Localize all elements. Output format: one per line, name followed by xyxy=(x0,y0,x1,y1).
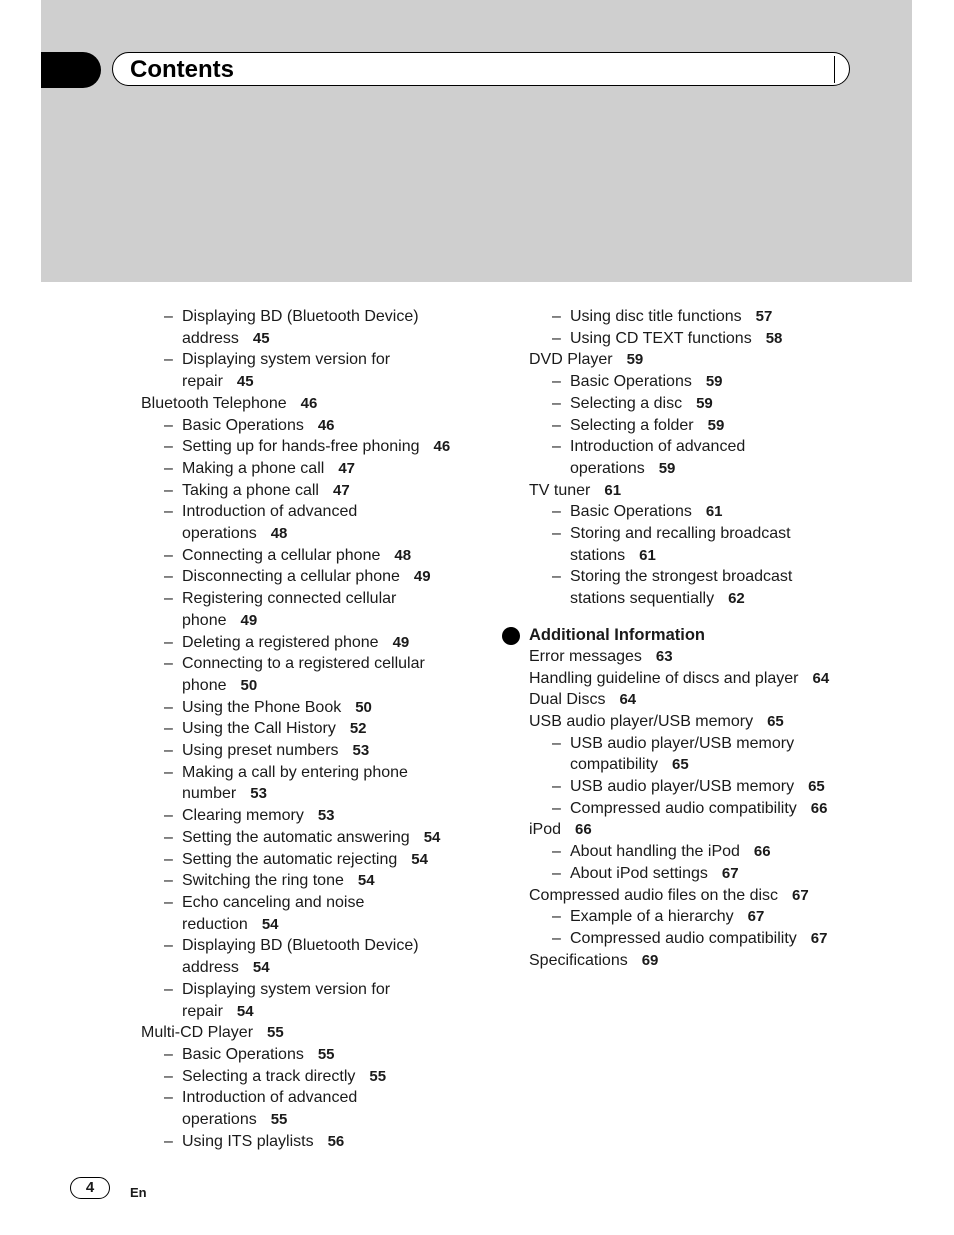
dash-icon: – xyxy=(164,763,173,781)
toc-entry-label: Setting the automatic answering xyxy=(182,828,410,846)
dash-icon: – xyxy=(552,308,561,325)
toc-entry[interactable] xyxy=(529,841,859,863)
toc-entry[interactable] xyxy=(529,415,859,437)
toc-entry-text xyxy=(529,819,859,841)
toc-page-number: 46 xyxy=(433,438,451,456)
toc-page-number: 67 xyxy=(747,908,765,926)
toc-page-number: 54 xyxy=(236,1002,254,1020)
toc-entry-label: stations xyxy=(570,546,626,564)
toc-page-number: 55 xyxy=(369,1067,387,1085)
toc-entry[interactable] xyxy=(529,480,859,502)
toc-entry-text xyxy=(182,415,511,437)
toc-page-number: 64 xyxy=(812,669,830,687)
page-title: Contents xyxy=(130,56,234,83)
toc-entry-label: Switching the ring tone xyxy=(182,872,344,890)
toc-entry[interactable] xyxy=(141,762,511,805)
toc-page-number: 56 xyxy=(327,1132,345,1150)
dash-icon: – xyxy=(552,329,561,347)
toc-entry-text xyxy=(182,827,511,849)
dash-icon: – xyxy=(164,568,173,586)
toc-entry[interactable] xyxy=(141,349,511,392)
toc-entry-text xyxy=(182,328,511,350)
toc-entry[interactable] xyxy=(529,885,859,907)
section-title: Additional Information xyxy=(529,625,705,644)
toc-entry-label: About handling the iPod xyxy=(570,843,740,861)
toc-entry-text xyxy=(570,415,859,437)
toc-entry-text xyxy=(529,950,859,972)
toc-entry[interactable] xyxy=(141,827,511,849)
toc-entry-text: USB audio player/USB memory xyxy=(570,734,795,752)
toc-entry-label: USB audio player/USB memory xyxy=(529,712,754,730)
dash-icon: – xyxy=(552,568,561,586)
toc-entry-text xyxy=(182,675,511,697)
toc-entry[interactable] xyxy=(141,1044,511,1066)
toc-page-number: 59 xyxy=(696,394,713,412)
dash-icon: – xyxy=(164,546,173,564)
toc-entry-text xyxy=(182,1131,511,1153)
dash-icon: – xyxy=(552,778,561,796)
toc-page-number: 46 xyxy=(317,416,335,434)
toc-entry-text xyxy=(570,393,859,415)
dash-icon: – xyxy=(552,438,561,456)
toc-entry-text: Storing and recalling broadcast xyxy=(570,525,791,543)
toc-entry-label: Deleting a registered phone xyxy=(182,633,379,651)
dash-icon: – xyxy=(164,850,173,868)
toc-entry-text xyxy=(182,371,511,393)
dash-icon: – xyxy=(164,1089,173,1107)
toc-entry[interactable] xyxy=(141,653,511,696)
toc-entry-text xyxy=(182,957,511,979)
toc-page-number: 67 xyxy=(721,864,739,882)
toc-entry-label: repair xyxy=(182,1002,223,1020)
toc-page-number: 46 xyxy=(300,394,318,412)
toc-entry-label: Using CD TEXT functions xyxy=(570,329,752,347)
toc-entry-label: Handling guideline of discs and player xyxy=(529,669,799,687)
toc-entry-text: Displaying BD (Bluetooth Device) xyxy=(182,308,419,325)
toc-entry-label: USB audio player/USB memory xyxy=(570,778,795,796)
toc-entry-label: Basic Operations xyxy=(570,373,692,391)
toc-page-number: 54 xyxy=(411,850,428,868)
toc-page-number: 55 xyxy=(317,1045,335,1063)
toc-entry[interactable] xyxy=(141,306,511,349)
section-bullet-icon xyxy=(502,627,520,645)
toc-page-number: 53 xyxy=(352,742,370,760)
toc-entry-label: address xyxy=(182,959,239,977)
toc-entry[interactable] xyxy=(141,1022,511,1044)
toc-entry[interactable] xyxy=(529,819,859,841)
toc-entry-label: reduction xyxy=(182,915,248,933)
toc-page-number: 61 xyxy=(705,503,723,521)
toc-page-number: 64 xyxy=(619,691,637,709)
toc-entry-text xyxy=(182,632,511,654)
dash-icon: – xyxy=(552,843,561,861)
toc-entry[interactable] xyxy=(529,798,859,820)
toc-entry-text: Introduction of advanced xyxy=(570,438,746,456)
toc-page-number: 67 xyxy=(810,929,828,947)
toc-page-number: 52 xyxy=(349,720,367,738)
toc-entry[interactable] xyxy=(529,349,859,371)
toc-entry-text xyxy=(570,776,859,798)
toc-page-number: 65 xyxy=(808,778,825,796)
toc-entry-label: Specifications xyxy=(529,951,628,969)
dash-icon: – xyxy=(164,438,173,456)
toc-page-number: 50 xyxy=(355,698,372,716)
toc-entry-text: Displaying system version for xyxy=(182,980,391,998)
toc-entry[interactable] xyxy=(141,892,511,935)
toc-entry-text xyxy=(182,1066,511,1088)
toc-page-number: 61 xyxy=(604,481,622,499)
toc-entry[interactable] xyxy=(529,501,859,523)
toc-entry[interactable] xyxy=(529,928,859,950)
toc-entry[interactable] xyxy=(529,523,859,566)
toc-entry[interactable] xyxy=(529,711,859,733)
toc-entry-label: Selecting a track directly xyxy=(182,1067,356,1085)
toc-entry[interactable] xyxy=(141,545,511,567)
dash-icon: – xyxy=(164,308,173,325)
toc-entry[interactable] xyxy=(141,632,511,654)
toc-entry-text: Echo canceling and noise xyxy=(182,893,365,911)
dash-icon: – xyxy=(552,503,561,521)
toc-entry[interactable] xyxy=(141,501,511,544)
dash-icon: – xyxy=(552,929,561,947)
toc-page-number: 59 xyxy=(658,459,676,477)
dash-icon: – xyxy=(164,590,173,608)
toc-page-number: 54 xyxy=(252,959,270,977)
toc-entry-text xyxy=(570,906,859,928)
toc-entry-label: Making a phone call xyxy=(182,459,325,477)
dash-icon: – xyxy=(164,893,173,911)
toc-entry-label: number xyxy=(182,785,237,803)
toc-page-number: 47 xyxy=(338,459,355,477)
toc-entry-text xyxy=(570,371,859,393)
toc-page-number: 45 xyxy=(236,373,254,391)
dash-icon: – xyxy=(552,394,561,412)
toc-entry-text xyxy=(570,798,859,820)
toc-entry[interactable] xyxy=(141,1066,511,1088)
dash-icon: – xyxy=(164,698,173,716)
toc-entry-text xyxy=(182,566,511,588)
dash-icon: – xyxy=(552,908,561,926)
dash-icon: – xyxy=(164,807,173,825)
toc-entry-label: operations xyxy=(182,525,257,543)
toc-entry[interactable] xyxy=(529,371,859,393)
toc-entry-text xyxy=(182,1109,511,1131)
toc-entry-text xyxy=(529,480,859,502)
dash-icon: – xyxy=(164,1132,173,1150)
toc-entry-label: Dual Discs xyxy=(529,691,606,709)
section-heading xyxy=(529,624,859,646)
toc-entry-text xyxy=(182,1044,511,1066)
toc-page-number: 55 xyxy=(270,1111,288,1129)
toc-entry-label: Using the Phone Book xyxy=(182,698,342,716)
toc-entry-text xyxy=(529,349,859,371)
toc-entry-text: Registering connected cellular xyxy=(182,590,397,608)
dash-icon: – xyxy=(164,1045,173,1063)
toc-entry-text xyxy=(529,646,859,668)
toc-entry-label: repair xyxy=(182,373,223,391)
toc-entry-label: Using the Call History xyxy=(182,720,336,738)
toc-entry[interactable] xyxy=(141,458,511,480)
toc-page-number: 66 xyxy=(575,821,592,839)
toc-entry-text xyxy=(141,393,511,415)
toc-entry-label: Example of a hierarchy xyxy=(570,908,734,926)
toc-entry[interactable] xyxy=(529,863,859,885)
toc-entry-label: phone xyxy=(182,676,227,694)
dash-icon: – xyxy=(164,742,173,760)
toc-entry-text xyxy=(141,1022,511,1044)
toc-entry-label: Error messages xyxy=(529,647,642,665)
toc-page-number: 55 xyxy=(267,1024,284,1042)
toc-entry-text xyxy=(570,863,859,885)
dash-icon: – xyxy=(164,481,173,499)
toc-entry-label: TV tuner xyxy=(529,481,591,499)
toc-entry-label: About iPod settings xyxy=(570,864,708,882)
dash-icon: – xyxy=(164,503,173,521)
toc-entry-text xyxy=(570,928,859,950)
chapter-tab xyxy=(41,52,101,88)
header-band xyxy=(41,0,912,282)
toc-page-number: 58 xyxy=(765,329,783,347)
toc-page-number: 48 xyxy=(270,525,288,543)
toc-entry-text xyxy=(182,718,511,740)
toc-entry-text xyxy=(182,914,511,936)
dash-icon: – xyxy=(552,799,561,817)
toc-entry[interactable] xyxy=(141,436,511,458)
toc-entry-label: operations xyxy=(182,1111,257,1129)
toc-entry[interactable] xyxy=(141,1087,511,1130)
toc-entry[interactable] xyxy=(141,393,511,415)
toc-entry[interactable] xyxy=(529,393,859,415)
toc-page-number: 66 xyxy=(753,843,771,861)
toc-entry-text xyxy=(529,689,859,711)
toc-page-number: 59 xyxy=(705,373,723,391)
toc-entry-text xyxy=(182,480,511,502)
toc-entry-label: Using disc title functions xyxy=(570,308,742,325)
toc-entry[interactable] xyxy=(529,646,859,668)
toc-entry-label: Using ITS playlists xyxy=(182,1132,314,1150)
toc-entry[interactable] xyxy=(529,328,859,350)
toc-entry[interactable] xyxy=(141,979,511,1022)
toc-entry-label: DVD Player xyxy=(529,351,613,369)
toc-entry-label: phone xyxy=(182,611,227,629)
toc-entry-text xyxy=(570,841,859,863)
toc-entry-text: Introduction of advanced xyxy=(182,503,358,521)
toc-page-number: 54 xyxy=(261,915,279,933)
toc-page-number: 49 xyxy=(240,611,258,629)
toc-entry-label: Using preset numbers xyxy=(182,742,339,760)
toc-entry-label: Basic Operations xyxy=(570,503,692,521)
toc-entry-label: Taking a phone call xyxy=(182,481,319,499)
toc-entry[interactable] xyxy=(141,566,511,588)
toc-entry-label: Connecting a cellular phone xyxy=(182,546,381,564)
toc-page-number: 65 xyxy=(672,756,689,774)
toc-page-number: 47 xyxy=(332,481,350,499)
toc-entry-text xyxy=(570,588,859,610)
toc-entry[interactable] xyxy=(141,849,511,871)
toc-entry-text xyxy=(182,1001,511,1023)
toc-entry-text xyxy=(570,754,859,776)
toc-entry-label: Compressed audio compatibility xyxy=(570,799,797,817)
toc-entry[interactable] xyxy=(141,718,511,740)
toc-page-number: 53 xyxy=(317,807,335,825)
toc-entry-label: Selecting a folder xyxy=(570,416,694,434)
toc-entry-label: Selecting a disc xyxy=(570,394,683,412)
toc-page-number: 59 xyxy=(707,416,725,434)
toc-entry[interactable] xyxy=(529,668,859,690)
toc-page-number: 67 xyxy=(792,886,809,904)
toc-entry-text xyxy=(182,545,511,567)
toc-entry[interactable] xyxy=(529,906,859,928)
dash-icon: – xyxy=(164,720,173,738)
toc-entry[interactable] xyxy=(141,740,511,762)
dash-icon: – xyxy=(552,373,561,391)
toc-entry[interactable] xyxy=(529,950,859,972)
toc-right-bottom xyxy=(529,646,859,972)
toc-entry-text: Making a call by entering phone xyxy=(182,763,408,781)
toc-entry-text: Storing the strongest broadcast xyxy=(570,568,793,586)
dash-icon: – xyxy=(164,416,173,434)
toc-page-number: 54 xyxy=(423,828,441,846)
toc-page-number: 50 xyxy=(240,676,258,694)
toc-page-number: 66 xyxy=(810,799,828,817)
toc-left-column xyxy=(141,306,511,1152)
toc-entry-text xyxy=(529,668,859,690)
toc-entry-label: iPod xyxy=(529,821,562,839)
toc-entry-text xyxy=(182,458,511,480)
toc-entry[interactable] xyxy=(529,689,859,711)
toc-page-number: 45 xyxy=(252,329,270,347)
toc-entry-label: Disconnecting a cellular phone xyxy=(182,568,400,586)
toc-right-column xyxy=(529,306,859,971)
toc-entry[interactable] xyxy=(141,415,511,437)
toc-entry-text xyxy=(570,545,859,567)
toc-entry-label: Bluetooth Telephone xyxy=(141,394,287,412)
toc-page-number: 69 xyxy=(641,951,659,969)
toc-entry[interactable] xyxy=(141,805,511,827)
toc-page-number: 49 xyxy=(392,633,410,651)
toc-entry-text: Connecting to a registered cellular xyxy=(182,655,425,673)
toc-page-number: 61 xyxy=(639,546,656,564)
toc-entry-label: Clearing memory xyxy=(182,807,304,825)
dash-icon: – xyxy=(552,525,561,543)
title-box xyxy=(112,52,850,86)
toc-entry-text xyxy=(182,610,511,632)
dash-icon: – xyxy=(552,734,561,752)
dash-icon: – xyxy=(164,655,173,673)
toc-entry-text xyxy=(182,523,511,545)
toc-entry[interactable] xyxy=(529,776,859,798)
toc-entry-text xyxy=(182,740,511,762)
toc-entry-text xyxy=(570,458,859,480)
toc-page-number: 48 xyxy=(394,546,412,564)
toc-entry-text xyxy=(182,436,511,458)
toc-entry-label: address xyxy=(182,329,239,347)
toc-page-number: 65 xyxy=(767,712,784,730)
toc-entry-label: Compressed audio files on the disc xyxy=(529,886,779,904)
toc-entry-text xyxy=(570,501,859,523)
toc-entry-label: Setting the automatic rejecting xyxy=(182,850,398,868)
dash-icon: – xyxy=(164,980,173,998)
page-number: 4 xyxy=(70,1177,110,1199)
toc-entry-label: Compressed audio compatibility xyxy=(570,929,797,947)
toc-entry-text xyxy=(570,306,859,328)
toc-page-number: 63 xyxy=(655,647,673,665)
toc-entry-text: Displaying system version for xyxy=(182,351,391,369)
toc-entry[interactable] xyxy=(141,697,511,719)
toc-entry-text xyxy=(182,870,511,892)
toc-entry-text xyxy=(570,328,859,350)
toc-entry-label: Basic Operations xyxy=(182,416,304,434)
toc-entry-label: stations sequentially xyxy=(570,590,715,608)
dash-icon: – xyxy=(552,416,561,434)
toc-entry-label: Multi-CD Player xyxy=(141,1024,254,1042)
toc-entry-label: Setting up for hands-free phoning xyxy=(182,438,420,456)
toc-entry[interactable] xyxy=(141,480,511,502)
toc-right-top xyxy=(529,306,859,610)
toc-entry[interactable] xyxy=(141,870,511,892)
dash-icon: – xyxy=(552,864,561,882)
dash-icon: – xyxy=(164,633,173,651)
toc-page-number: 54 xyxy=(357,872,375,890)
toc-entry-text xyxy=(529,885,859,907)
dash-icon: – xyxy=(164,872,173,890)
toc-entry-label: operations xyxy=(570,459,645,477)
toc-entry-text: Introduction of advanced xyxy=(182,1089,358,1107)
toc-page-number: 59 xyxy=(626,351,644,369)
toc-entry-text xyxy=(182,697,511,719)
toc-entry[interactable] xyxy=(141,935,511,978)
toc-entry-label: Basic Operations xyxy=(182,1045,304,1063)
toc-entry[interactable] xyxy=(529,733,859,776)
toc-entry[interactable] xyxy=(529,566,859,609)
toc-page-number: 49 xyxy=(413,568,431,586)
toc-page-number: 53 xyxy=(250,785,267,803)
dash-icon: – xyxy=(164,459,173,477)
dash-icon: – xyxy=(164,937,173,955)
toc-entry-text xyxy=(529,711,859,733)
dash-icon: – xyxy=(164,1067,173,1085)
toc-page-number: 62 xyxy=(728,590,745,608)
toc-entry-label: compatibility xyxy=(570,756,659,774)
toc-entry-text xyxy=(182,783,511,805)
toc-entry-text xyxy=(182,849,511,871)
toc-entry-text xyxy=(182,805,511,827)
language-label: En xyxy=(130,1185,147,1200)
dash-icon: – xyxy=(164,828,173,846)
toc-entry[interactable] xyxy=(529,436,859,479)
toc-entry[interactable] xyxy=(141,588,511,631)
toc-entry[interactable] xyxy=(141,1131,511,1153)
toc-page-number: 57 xyxy=(755,308,773,325)
toc-entry[interactable] xyxy=(529,306,859,328)
dash-icon: – xyxy=(164,351,173,369)
toc-entry-text: Displaying BD (Bluetooth Device) xyxy=(182,937,419,955)
